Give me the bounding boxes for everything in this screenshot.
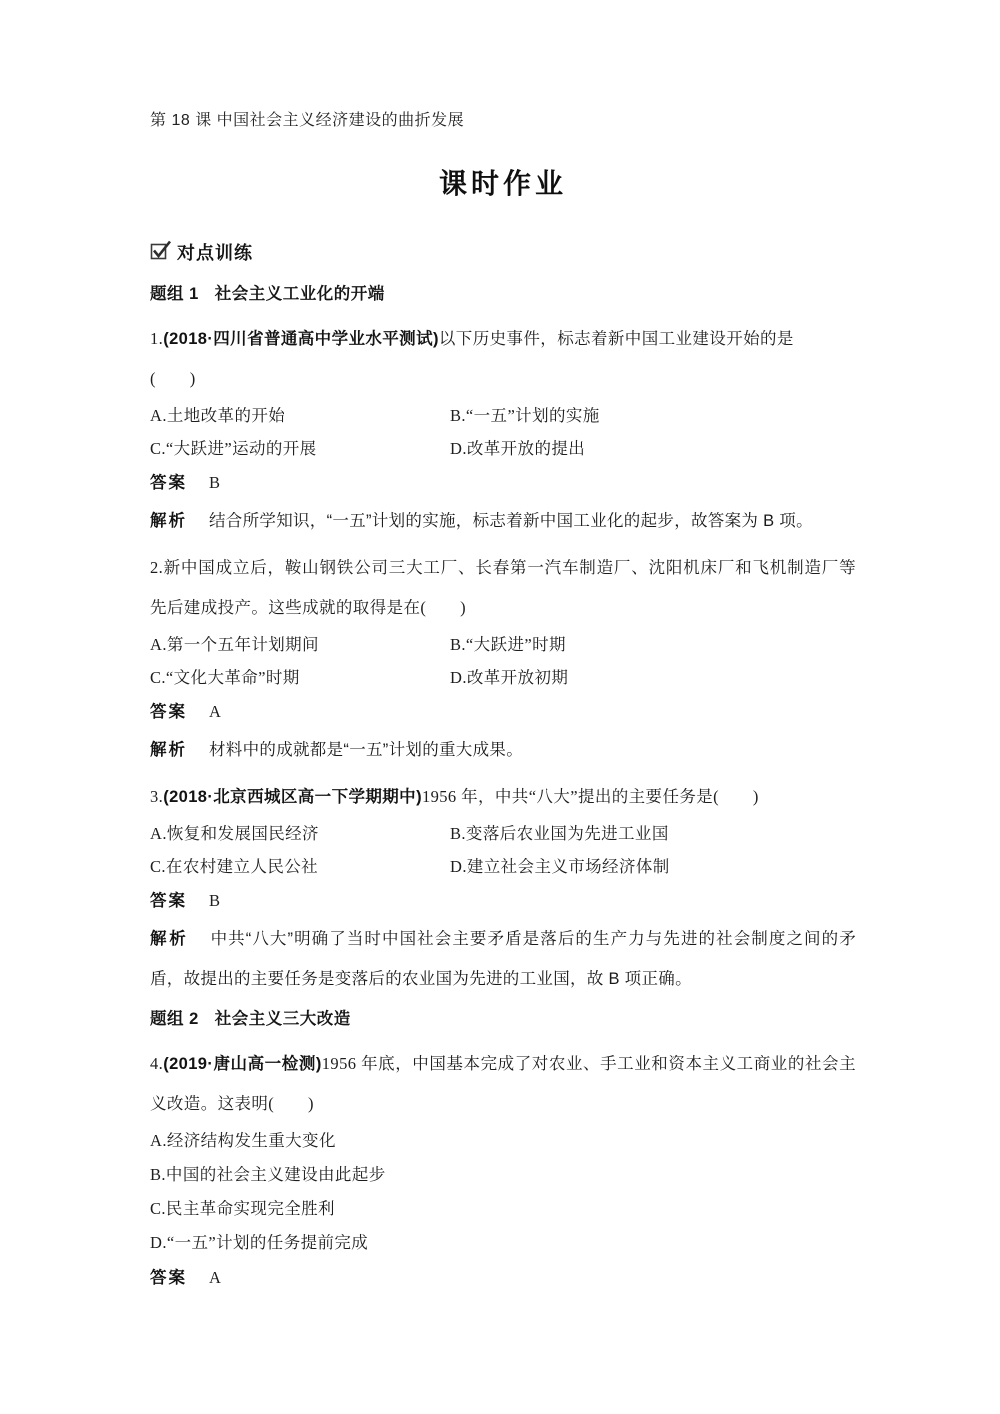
options-grid — [150, 817, 856, 883]
answer-value: B — [209, 473, 221, 492]
question-text: 1956 年底，中国基本完成了对农业、手工业和资本主义工商业的社会主义改造。这表明( ) — [150, 1054, 856, 1113]
group-title: 社会主义工业化的开端 — [214, 285, 385, 303]
question-stem — [150, 1044, 856, 1124]
section-label: 对点训练 — [177, 242, 253, 263]
option-b: B.中国的社会主义建设由此起步 — [150, 1165, 386, 1184]
option-b: B.“一五”计划的实施 — [450, 406, 600, 425]
question-source: (2019·唐山高一检测) — [163, 1055, 322, 1073]
answer-bracket: ( ) — [150, 369, 196, 388]
question-number: 4. — [150, 1054, 164, 1073]
group-label: 题组 2 — [150, 1010, 199, 1028]
analysis-line — [150, 730, 856, 770]
question-stem — [150, 777, 856, 817]
question-2 — [150, 548, 856, 770]
option-b: B.变落后农业国为先进工业国 — [450, 824, 669, 843]
answer-label: 答案 — [150, 892, 187, 910]
options-grid — [150, 399, 856, 465]
option-c: C.“文化大革命”时期 — [150, 668, 300, 687]
option-d: D.改革开放初期 — [450, 668, 569, 687]
question-stem — [150, 548, 856, 628]
question-text: 1956 年，中共“八大”提出的主要任务是( ) — [421, 787, 759, 806]
analysis-line — [150, 919, 856, 999]
question-source: (2018·北京西城区高一下学期期中) — [163, 788, 422, 806]
option-a: A.第一个五年计划期间 — [150, 635, 319, 654]
option-d: D.“一五”计划的任务提前完成 — [150, 1233, 369, 1252]
group-head-1 — [150, 281, 856, 307]
option-a: A.恢复和发展国民经济 — [150, 824, 319, 843]
lesson-header: 第 18 课 中国社会主义经济建设的曲折发展 — [150, 112, 465, 129]
answer-line — [150, 466, 856, 500]
options-list — [150, 1124, 856, 1260]
option-d: D.建立社会主义市场经济体制 — [450, 857, 670, 876]
option-c: C.在农村建立人民公社 — [150, 857, 319, 876]
option-a: A.土地改革的开始 — [150, 406, 286, 425]
analysis-text: 结合所学知识，“一五”计划的实施，标志着新中国工业化的起步，故答案为 B 项。 — [209, 512, 813, 530]
checkbox-checkmark-icon — [150, 239, 172, 268]
group-head-2 — [150, 1006, 856, 1032]
answer-label: 答案 — [150, 703, 187, 721]
question-number: 2. — [150, 558, 164, 577]
section-drill-training — [150, 238, 856, 267]
analysis-label: 解析 — [150, 512, 187, 530]
option-c: C.民主革命实现完全胜利 — [150, 1199, 335, 1218]
question-source: (2018·四川省普通高中学业水平测试) — [163, 330, 439, 348]
question-text: 新中国成立后，鞍山钢铁公司三大工厂、长春第一汽车制造厂、沈阳机床厂和飞机制造厂等先后建成投产。这些成就的取得是在( ) — [150, 558, 856, 617]
option-c: C.“大跃进”运动的开展 — [150, 439, 317, 458]
answer-line — [150, 695, 856, 729]
group-label: 题组 1 — [150, 285, 199, 303]
option-b: B.“大跃进”时期 — [450, 635, 566, 654]
group-title: 社会主义三大改造 — [214, 1010, 351, 1028]
question-4 — [150, 1044, 856, 1295]
answer-label: 答案 — [150, 1269, 187, 1287]
page-title: 课时作业 — [438, 168, 567, 199]
answer-value: A — [209, 1268, 221, 1287]
question-number: 1. — [150, 329, 164, 348]
option-d: D.改革开放的提出 — [450, 439, 586, 458]
question-stem — [150, 319, 856, 359]
options-grid — [150, 628, 856, 694]
option-a: A.经济结构发生重大变化 — [150, 1131, 336, 1150]
answer-label: 答案 — [150, 474, 187, 492]
question-number: 3. — [150, 787, 164, 806]
answer-value: A — [209, 702, 221, 721]
analysis-text: 中共“八大”明确了当时中国社会主要矛盾是落后的生产力与先进的社会制度之间的矛盾，故提出的主要任务是变落后的农业国为先进的工业国，故 B 项正确。 — [150, 930, 857, 988]
analysis-label: 解析 — [150, 741, 187, 759]
answer-line — [150, 884, 856, 918]
analysis-text: 材料中的成就都是“一五”计划的重大成果。 — [209, 741, 523, 759]
question-text: 以下历史事件，标志着新中国工业建设开始的是 — [438, 329, 794, 348]
answer-line — [150, 1261, 856, 1295]
answer-value: B — [209, 891, 221, 910]
analysis-line — [150, 501, 856, 541]
question-1 — [150, 319, 856, 541]
analysis-label: 解析 — [150, 930, 189, 948]
question-3 — [150, 777, 856, 999]
